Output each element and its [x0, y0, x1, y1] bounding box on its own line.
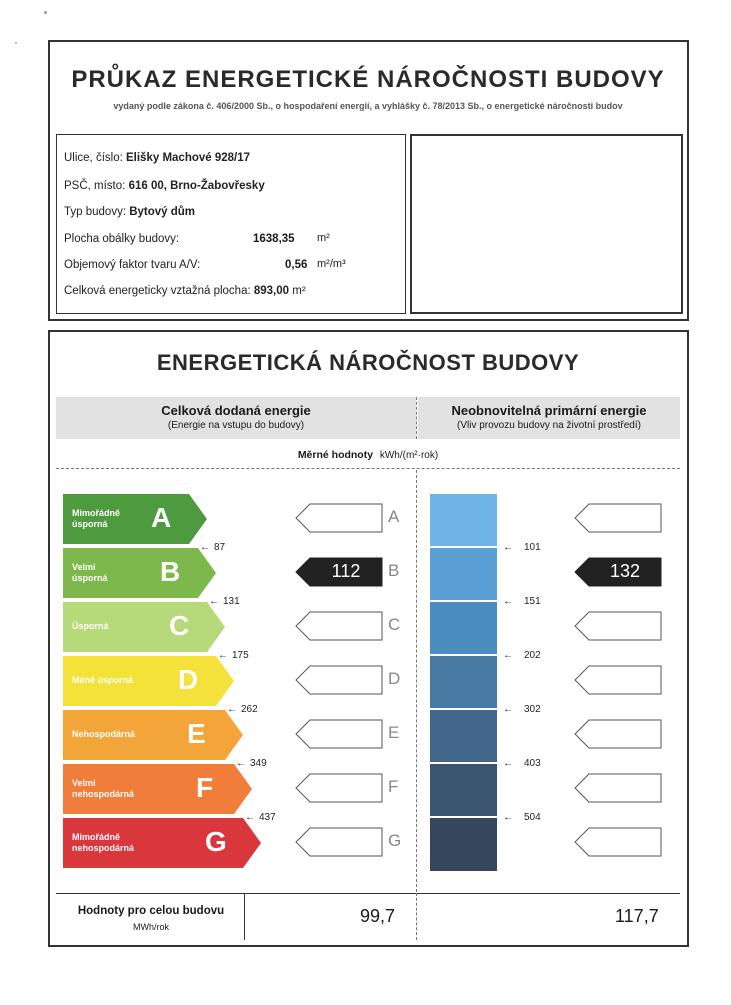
primary-energy-title: Neobnovitelná primární energie	[451, 403, 647, 418]
primary-bar-separator	[430, 600, 497, 602]
primary-bar-f	[430, 764, 497, 817]
primary-bar-d	[430, 656, 497, 709]
shape-value: 0,56	[285, 259, 308, 271]
delivered-slot-g	[296, 828, 382, 856]
class-letter-e: E	[187, 718, 206, 749]
primary-limit-arrow-6: ←	[503, 812, 513, 823]
primary-slot-g	[575, 828, 661, 856]
primary-bar-separator	[430, 816, 497, 818]
primary-limit-value-5: 403	[524, 758, 541, 769]
delivered-class-letter-b: B	[388, 561, 400, 580]
footer-divider	[56, 893, 680, 894]
primary-slot-d	[575, 666, 661, 694]
envelope-label: Plocha obálky budovy:	[64, 233, 180, 245]
class-label-b: Velmi úsporná	[72, 562, 108, 583]
delivered-limit-5: ←	[236, 758, 246, 769]
envelope-value: 1638,35	[253, 233, 295, 245]
shape-unit: m²/m³	[317, 258, 346, 270]
primary-bar-separator	[430, 762, 497, 764]
delivered-limit-value-3: 175	[232, 650, 249, 661]
primary-limit-arrow-1: ←	[503, 542, 513, 553]
primary-bar-g	[430, 818, 497, 871]
primary-limit-value-4: 302	[524, 704, 541, 715]
primary-limit-value-6: 504	[524, 812, 541, 823]
footer-mid-divider	[416, 893, 417, 940]
delivered-energy-title: Celková dodaná energie	[161, 403, 311, 418]
total-primary-value: 117,7	[615, 906, 659, 926]
delivered-limit-1: ←	[200, 542, 210, 553]
floor-label: Celková energeticky vztažná plocha:	[64, 285, 251, 297]
total-values-label: Hodnoty pro celou budovu	[77, 905, 225, 917]
primary-bar-b	[430, 548, 497, 601]
delivered-limit-value-2: 131	[223, 596, 240, 607]
total-values-unit: MWh/rok	[133, 922, 169, 932]
delivered-class-letter-g: G	[388, 831, 402, 850]
specific-values-unit: kWh/(m²·rok)	[379, 450, 439, 461]
certificate-title: PRŮKAZ ENERGETICKÉ NÁROČNOSTI BUDOVY	[71, 66, 665, 93]
primary-bar-separator	[430, 708, 497, 710]
primary-bar-c	[430, 602, 497, 655]
delivered-limit-value-5: 349	[250, 758, 267, 769]
primary-value: 132	[609, 561, 641, 581]
delivered-class-letter-e: E	[388, 723, 400, 742]
delivered-limit-value-1: 87	[214, 542, 226, 553]
delivered-class-letter-d: D	[388, 669, 401, 688]
specific-values-title: Měrné hodnoty	[297, 449, 374, 461]
class-label-g: Mimořádně nehospodárná	[72, 832, 135, 853]
class-letter-g: G	[205, 826, 227, 857]
primary-bar-a	[430, 494, 497, 547]
primary-slot-a	[575, 504, 661, 532]
class-letter-d: D	[178, 664, 199, 695]
class-label-c: Úsporná	[72, 621, 109, 631]
delivered-slot-a	[296, 504, 382, 532]
delivered-class-letter-f: F	[388, 777, 399, 796]
city-value: 616 00, Brno-Žabovřesky	[128, 180, 265, 192]
delivered-slot-f	[296, 774, 382, 802]
class-label-f: Velmi nehospodárná	[72, 778, 135, 799]
class-label-a: Mimořádně úsporná	[72, 508, 121, 529]
class-letter-c: C	[169, 610, 190, 641]
delivered-energy-subtitle: (Energie na vstupu do budovy)	[167, 420, 305, 431]
envelope-unit: m²	[317, 232, 330, 244]
primary-limit-arrow-5: ←	[503, 758, 513, 769]
delivered-slot-d	[296, 666, 382, 694]
delivered-limit-value-6: 437	[259, 812, 276, 823]
certificate-subtitle: vydaný podle zákona č. 406/2000 Sb., o hospodaření energií, a vyhlášky č. 78/2013 Sb., o energetické náročnosti budov	[113, 101, 623, 111]
primary-bar-e	[430, 710, 497, 763]
class-label-e: Nehospodárná	[72, 729, 136, 739]
primary-limit-arrow-4: ←	[503, 704, 513, 715]
primary-limit-value-2: 151	[524, 596, 541, 607]
delivered-limit-value-4: 262	[241, 704, 258, 715]
floor-value: 893,00	[253, 285, 290, 297]
total-delivered-value: 99,7	[360, 906, 396, 926]
class-label-d: Méně úsporná	[72, 675, 134, 685]
class-letter-f: F	[196, 772, 214, 803]
primary-bar-separator	[430, 654, 497, 656]
street-label: Ulice, číslo:	[64, 152, 123, 164]
shape-label: Objemový faktor tvaru A/V:	[64, 259, 201, 271]
delivered-limit-2: ←	[209, 596, 219, 607]
delivered-class-letter-a: A	[388, 507, 400, 526]
floor-unit: m²	[292, 285, 306, 297]
delivered-slot-c	[296, 612, 382, 640]
primary-limit-arrow-3: ←	[503, 650, 513, 661]
primary-limit-arrow-2: ←	[503, 596, 513, 607]
primary-energy-subtitle: (Vliv provozu budovy na životní prostředí)	[457, 420, 641, 431]
performance-title: ENERGETICKÁ NÁROČNOST BUDOVY	[156, 350, 580, 375]
delivered-limit-4: ←	[227, 704, 237, 715]
street-value: Elišky Machové 928/17	[126, 152, 251, 164]
class-letter-b: B	[160, 556, 181, 587]
delivered-value: 112	[331, 561, 361, 581]
class-letter-a: A	[151, 502, 172, 533]
primary-bar-separator	[430, 546, 497, 548]
primary-limit-value-3: 202	[524, 650, 541, 661]
delivered-slot-e	[296, 720, 382, 748]
primary-slot-f	[575, 774, 661, 802]
primary-limit-value-1: 101	[524, 542, 541, 553]
city-label: PSČ, místo:	[64, 180, 126, 192]
delivered-class-letter-c: C	[388, 615, 401, 634]
primary-slot-c	[575, 612, 661, 640]
primary-slot-e	[575, 720, 661, 748]
delivered-limit-3: ←	[218, 650, 228, 661]
delivered-limit-6: ←	[245, 812, 255, 823]
type-label: Typ budovy:	[64, 206, 127, 218]
type-value: Bytový dům	[129, 206, 196, 218]
